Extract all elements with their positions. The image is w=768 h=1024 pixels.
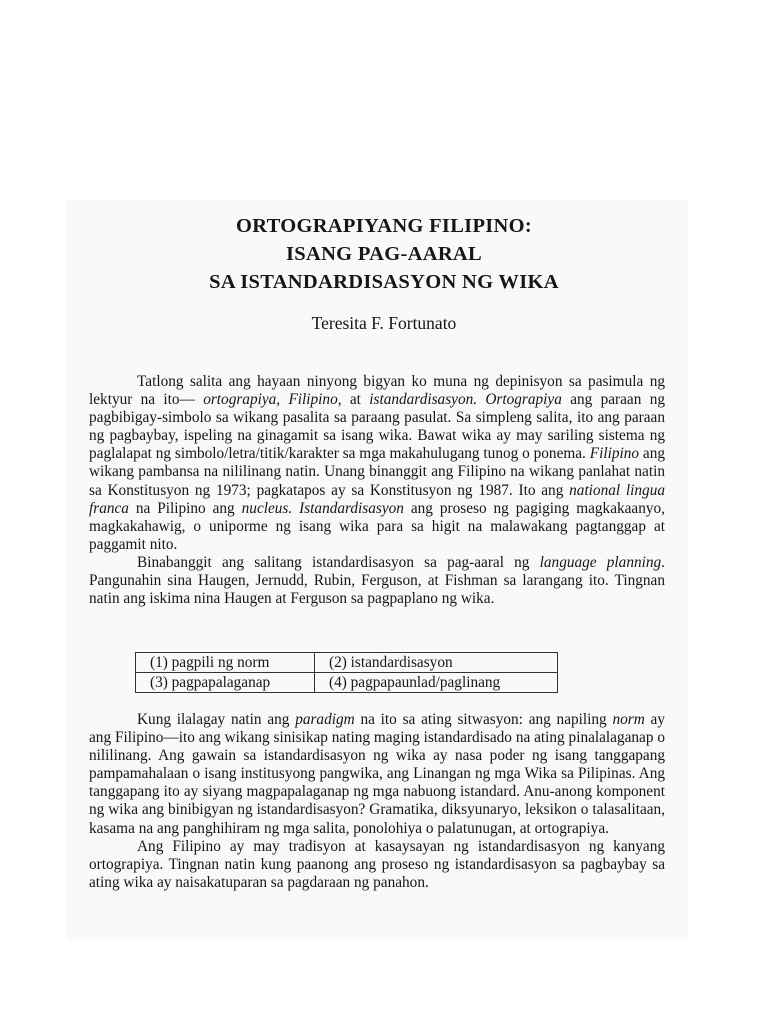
author-name: Teresita F. Fortunato: [311, 313, 457, 333]
title-line-2: ISANG PAG-AARAL: [285, 243, 483, 265]
italic-term: nucleus. Istandardisasyon: [241, 499, 404, 517]
table-cell: (4) pagpapaunlad/paglinang: [315, 673, 558, 693]
italic-term: norm: [612, 711, 645, 728]
italic-term: paradigm: [295, 711, 355, 728]
text-run: Tatlong salita ang hayaan ninyong bigyan ko muna ng depinisyon sa pasimula ng lektyur na ito—: [89, 373, 665, 409]
text-run: Ang Filipino ay may tradisyon at kasaysayan ng istandardisasyon ng kanyang ortograpiya. Tingnan natin kung paanong ang proseso ng istandardisasyon sa pagbaybay sa ating wika ay naisakatuparan sa pagdaraan ng panahon.: [89, 837, 665, 891]
italic-term: national lingua franca: [89, 481, 665, 517]
paper-title: [0, 212, 768, 296]
text-run: na ito sa ating sitwasyon: ang napiling: [354, 711, 613, 728]
text-run: ay ang Filipino—ito ang wikang sinisikap nating maging istandardisado na ating pinalalaganap o nililinang. Ang gawain sa istandardisasyon ng wika ay nasa poder ng isang tanggapang pampamahalaan o isang institusyong pangwika, ang Linangan ng mga Wika sa Pilipinas. Ang tanggapang ito ay siyang magpapalaganap ng mga nabuong istandard. Anu-anong komponent ng wika ang binibigyan ng istandardisasyon? Gramatika, diksyunaryo, leksikon o talasalitaan, kasama na ang panghihiram ng mga salita, ponolohiya o palatunugan, at ortograpiya.: [89, 711, 665, 837]
title-line-3: SA ISTANDARDISASYON NG WIKA: [209, 271, 559, 293]
text-run: Kung ilalagay natin ang: [137, 711, 296, 728]
paragraph-4: [89, 838, 665, 892]
italic-term: istandardisasyon. Ortograpiya: [369, 391, 562, 409]
body-text-lower: [89, 711, 665, 892]
text-run: ang proseso ng pagiging magkakaanyo, magkakahawig, o uniporme ng isang wika para sa higit na malawakang pagtanggap at paggamit nito.: [89, 499, 665, 553]
table-cell: (2) istandardisasyon: [315, 653, 558, 673]
text-run: ang paraan ng pagbibigay-simbolo sa wikang pasalita sa paraang pasulat. Sa simpleng salita, ito ang paraan ng pagbaybay, ispeling na ginagamit sa isang wika. Bawat wika ay may sariling sistema ng paglalapat ng simbolo/letra/titik/karakter sa mga makahulugang tunog o ponema.: [89, 391, 665, 463]
text-run: ang wikang pambansa na nililinang natin. Unang binanggit ang Filipino na wikang panlahat natin sa Konstitusyon ng 1973; pagkatapos ay sa Konstitusyon ng 1987. Ito ang: [89, 445, 665, 499]
table-row: [136, 653, 558, 673]
body-text-upper: [89, 373, 665, 608]
paragraph-1: [89, 373, 665, 554]
text-run: Binabanggit ang salitang istandardisasyon sa pag-aaral ng: [137, 553, 540, 571]
text-run: na Pilipino ang: [128, 499, 242, 517]
text-run: . Pangunahin sina Haugen, Jernudd, Rubin, Ferguson, at Fishman sa larangang ito. Tingnan natin ang iskima nina Haugen at Ferguson sa pagpaplano ng wika.: [89, 553, 665, 608]
italic-term: ortograpiya, Filipino,: [203, 391, 342, 409]
paragraph-2: [89, 554, 665, 608]
italic-term: language planning: [539, 553, 662, 571]
italic-term: Filipino: [589, 445, 640, 463]
language-planning-table: [135, 652, 558, 693]
title-line-1: ORTOGRAPIYANG FILIPINO:: [235, 215, 533, 237]
text-run: at: [341, 391, 370, 409]
paragraph-3: [89, 711, 665, 838]
table-row: [136, 673, 558, 693]
table-cell: (1) pagpili ng norm: [136, 653, 315, 673]
table-cell: (3) pagpapalaganap: [136, 673, 315, 693]
